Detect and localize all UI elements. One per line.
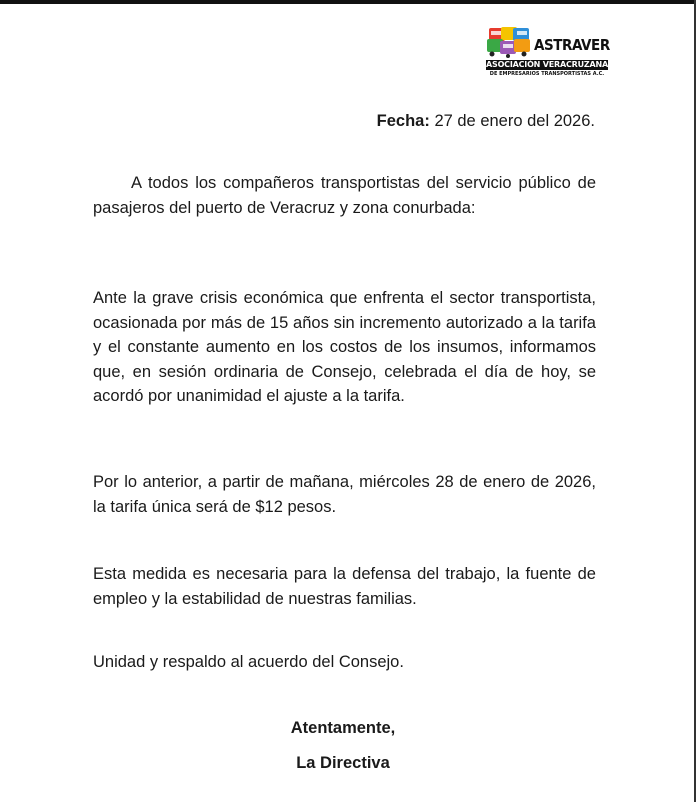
top-border xyxy=(0,0,696,4)
greeting-paragraph: A todos los compañeros transportistas del servicio público de pasajeros del puerto de Veracruz y zona conurbada: xyxy=(93,174,596,217)
signature: La Directiva xyxy=(296,754,390,772)
date-label: Fecha: xyxy=(376,112,430,130)
astraver-logo xyxy=(484,26,610,84)
date-value: 27 de enero del 2026. xyxy=(429,112,595,130)
logo-subtitle: DE EMPRESARIOS TRANSPORTISTAS A.C. xyxy=(489,71,605,77)
closing-salutation: Atentamente, xyxy=(290,719,396,737)
crisis-paragraph: Ante la grave crisis económica que enfrenta el sector transportista, ocasionada por más de 15 años sin incremento autorizado a la tarifa y el constante aumento en los costos de los insumos, informamos que, en sesión ordinaria de Consejo, celebrada el día de hoy, se acordó por unanimidad el ajuste a la tarifa. xyxy=(93,289,596,405)
bus-icon xyxy=(486,26,532,58)
tariff-paragraph: Por lo anterior, a partir de mañana, miércoles 28 de enero de 2026, la tarifa única será de $12 pesos. xyxy=(93,473,596,516)
logo-name: ASTRAVER xyxy=(534,36,610,54)
logo-band: ASOCIACIÓN VERACRUZANA xyxy=(486,60,608,69)
measure-paragraph: Esta medida es necesaria para la defensa del trabajo, la fuente de empleo y la estabilidad de nuestras familias. xyxy=(93,565,596,608)
letter-date xyxy=(377,110,595,132)
unity-paragraph: Unidad y respaldo al acuerdo del Consejo. xyxy=(93,653,404,671)
